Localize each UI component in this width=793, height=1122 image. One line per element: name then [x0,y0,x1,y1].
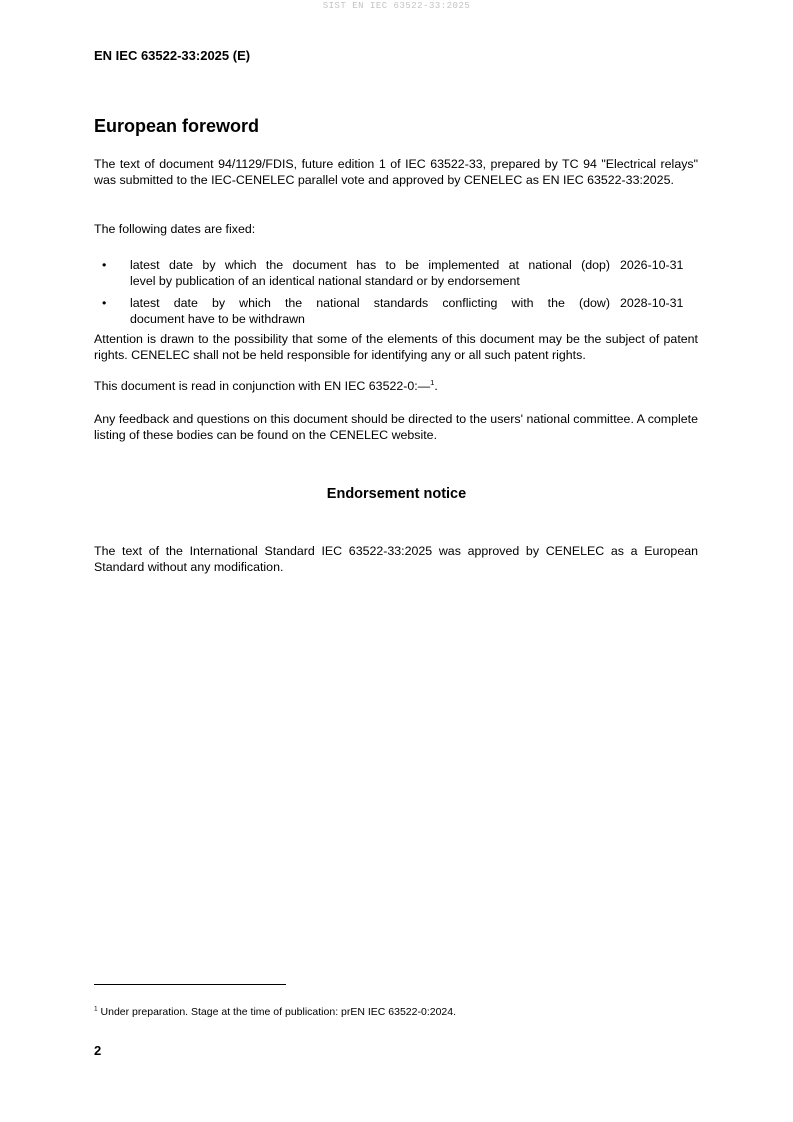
date-item-description [130,258,610,289]
foreword-title: European foreword [94,116,260,136]
footnote [94,1006,456,1018]
bullet-icon: • [102,296,107,310]
date-item-description [130,296,610,327]
conjunction-notice [94,379,698,395]
date-item-line: level by publication of an identical national standard or by endorsement [130,273,520,288]
date-item-line: latest date by which the document has to be implemented at national (dop) [130,258,610,272]
date-item-line: latest date by which the national standards conflicting with the (dow) [130,296,610,310]
watermark: SIST EN IEC 63522-33:2025 [322,1,471,11]
footnote-separator [94,984,286,985]
page-number: 2 [94,1043,102,1058]
date-value: 2026-10-31 [620,258,684,272]
patent-notice: Attention is drawn to the possibility that some of the elements of this document may be the subject of patent rights. CENELEC shall not be held responsible for identifying any or all such patent rights. [94,332,698,362]
feedback-notice: Any feedback and questions on this document should be directed to the users' national committee. A complete listing of these bodies can be found on the CENELEC website. [94,412,698,442]
endorsement-text: The text of the International Standard IEC 63522-33:2025 was approved by CENELEC as a European Standard without any modification. [94,544,698,574]
date-value: 2028-10-31 [620,296,684,310]
footnote-number: 1 [94,1005,98,1013]
bullet-icon: • [102,258,107,272]
date-item-line: document have to be withdrawn [130,311,305,326]
footnote-reference: 1 [430,377,435,387]
conjunction-text: This document is read in conjunction with EN IEC 63522-0:— [94,379,431,393]
footnote-text: Under preparation. Stage at the time of publication: prEN IEC 63522-0:2024. [97,1006,457,1018]
document-id: EN IEC 63522-33:2025 (E) [94,48,251,63]
conjunction-end: . [434,379,438,393]
endorsement-title: Endorsement notice [326,486,467,502]
foreword-intro: The text of document 94/1129/FDIS, future edition 1 of IEC 63522-33, prepared by TC 94 "Electrical relays" was submitted to the IEC-CENELEC parallel vote and approved by CENELEC as EN IEC 63522-33:2025. [94,157,698,187]
dates-intro: The following dates are fixed: [94,222,256,236]
